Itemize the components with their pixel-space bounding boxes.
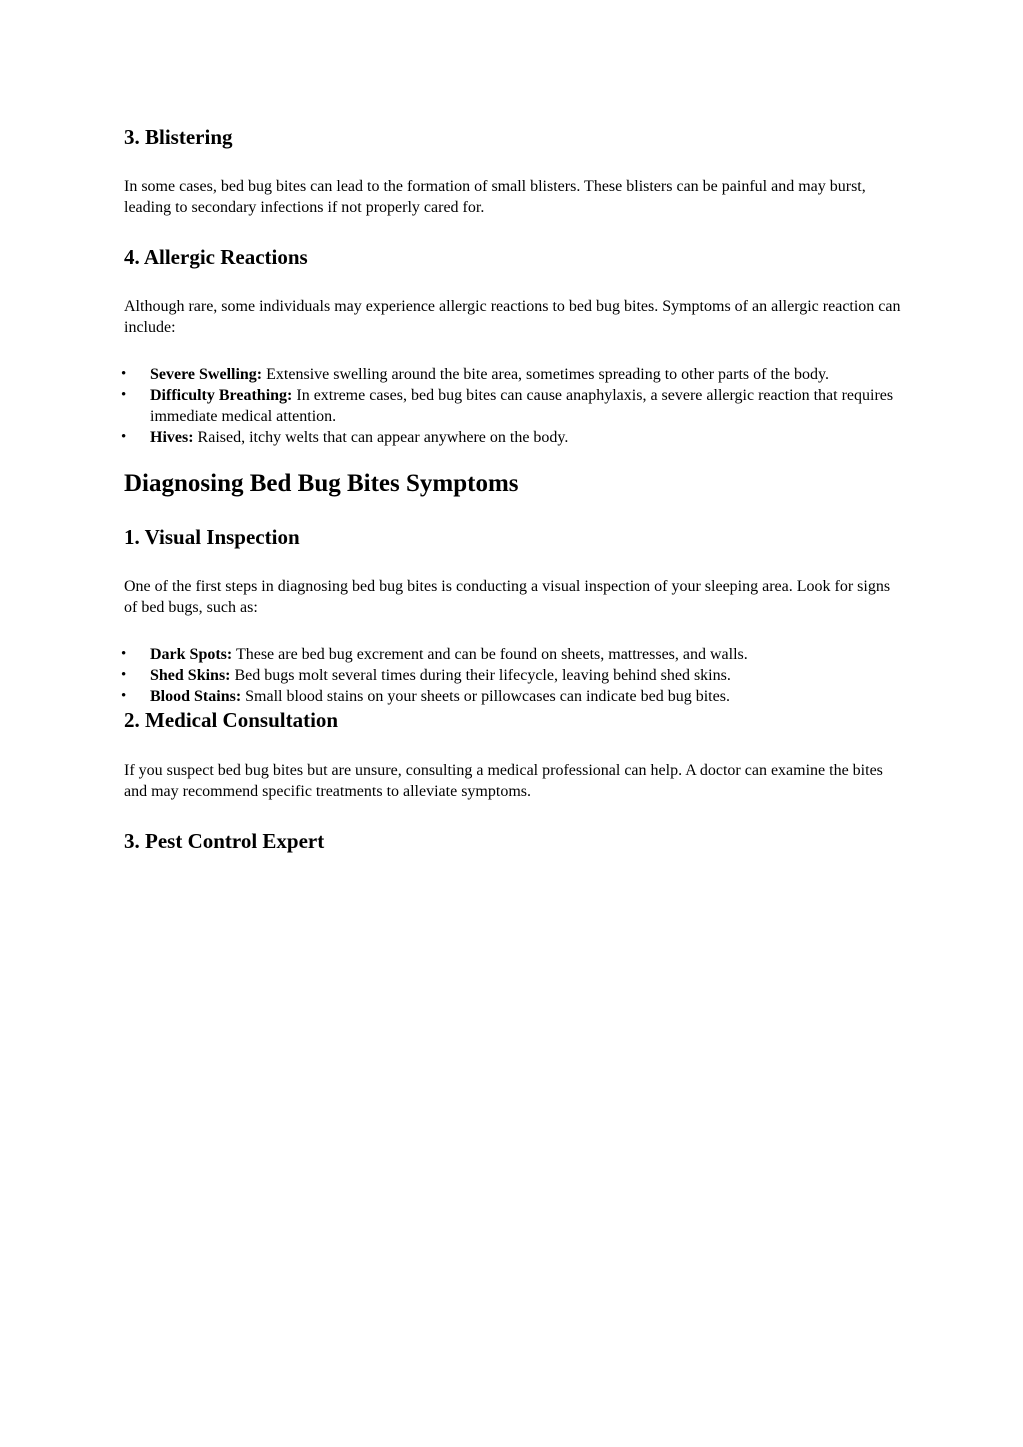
list-item-text: In extreme cases, bed bug bites can cause anaphylaxis, a severe allergic reaction that requires immediate medical attention. <box>150 387 894 425</box>
list-allergic-symptoms <box>121 364 904 448</box>
list-item-term: Hives: <box>150 429 194 446</box>
list-item <box>121 686 904 707</box>
list-item-text: Small blood stains on your sheets or pillowcases can indicate bed bug bites. <box>241 688 730 705</box>
bullet-icon: • <box>121 646 127 662</box>
list-item <box>121 665 904 686</box>
list-item-term: Difficulty Breathing: <box>150 387 293 404</box>
bullet-icon: • <box>121 667 127 683</box>
paragraph-blistering: In some cases, bed bug bites can lead to the formation of small blisters. These blisters can be painful and may burst, leading to secondary infections if not properly cared for. <box>124 178 866 216</box>
heading-visual-inspection: 1. Visual Inspection <box>124 525 300 549</box>
list-item-text: Raised, itchy welts that can appear anywhere on the body. <box>193 429 569 446</box>
list-item-term: Severe Swelling: <box>150 366 263 383</box>
list-item-term: Blood Stains: <box>150 688 242 705</box>
heading-diagnosing: Diagnosing Bed Bug Bites Symptoms <box>124 470 519 497</box>
list-item-term: Dark Spots: <box>150 646 233 663</box>
list-item-text: Extensive swelling around the bite area, sometimes spreading to other parts of the body. <box>262 366 829 383</box>
list-item <box>121 364 904 385</box>
list-item-term: Shed Skins: <box>150 667 231 684</box>
list-item <box>121 644 904 665</box>
bullet-icon: • <box>121 387 127 403</box>
heading-pest-control-expert: 3. Pest Control Expert <box>124 829 325 853</box>
list-item-text: Bed bugs molt several times during their lifecycle, leaving behind shed skins. <box>230 667 731 684</box>
heading-blistering: 3. Blistering <box>124 125 233 149</box>
paragraph-visual-inspection: One of the first steps in diagnosing bed bug bites is conducting a visual inspection of your sleeping area. Look for signs of bed bugs, such as: <box>124 578 891 616</box>
list-item <box>121 385 904 427</box>
bullet-icon: • <box>121 688 127 704</box>
paragraph-allergic-reactions: Although rare, some individuals may experience allergic reactions to bed bug bites. Symptoms of an allergic reaction can include: <box>124 298 901 336</box>
list-item <box>121 427 904 448</box>
bullet-icon: • <box>121 429 127 445</box>
list-item-text: These are bed bug excrement and can be found on sheets, mattresses, and walls. <box>232 646 748 663</box>
heading-medical-consultation: 2. Medical Consultation <box>124 708 339 732</box>
list-bed-bug-signs <box>121 644 904 707</box>
paragraph-medical-consultation: If you suspect bed bug bites but are unsure, consulting a medical professional can help. A doctor can examine the bites and may recommend specific treatments to alleviate symptoms. <box>124 762 883 800</box>
heading-allergic-reactions: 4. Allergic Reactions <box>124 245 308 269</box>
bullet-icon: • <box>121 366 127 382</box>
